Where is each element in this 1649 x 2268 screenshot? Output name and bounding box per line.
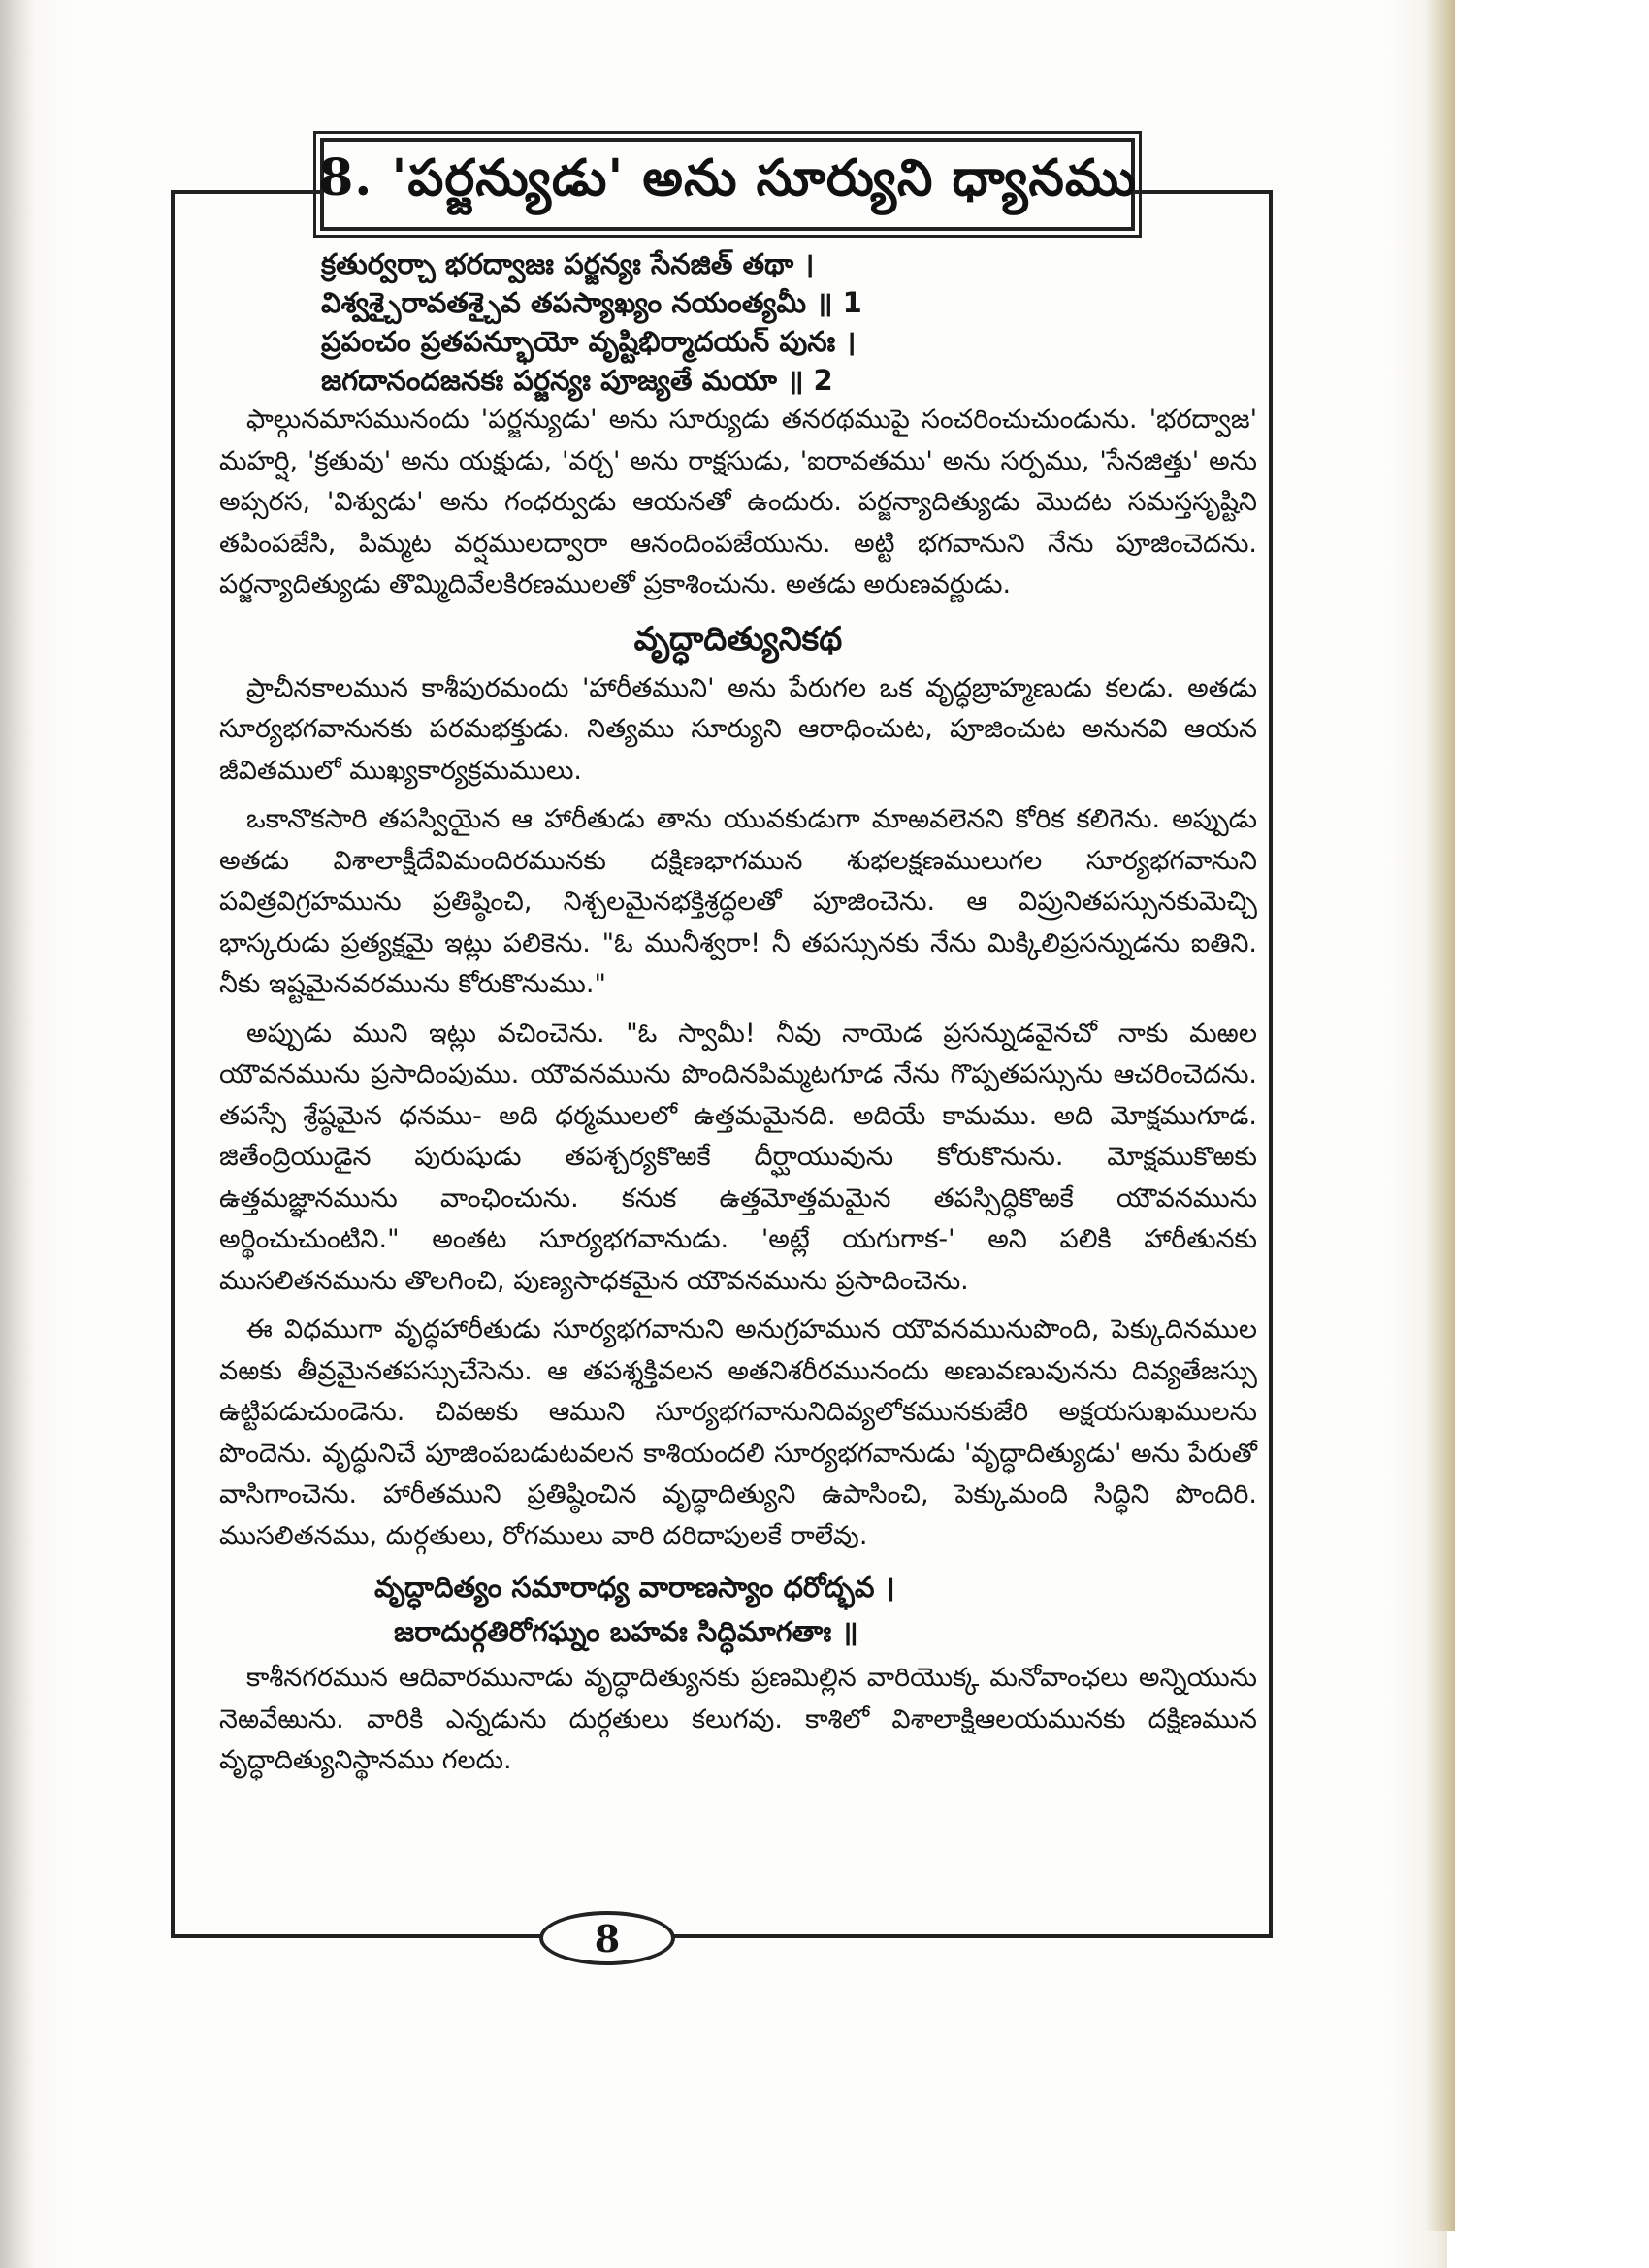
verse-line: విశ్వశ్చైరావతశ్చైవ తపస్యాఖ్యం నయంత్యమీ ॥ 1 <box>321 286 862 319</box>
paragraph-story-2: ఒకానొకసారి తపస్వియైన ఆ హారీతుడు తాను యువకుడుగా మాఱవలెనని కోరిక కలిగెను. అప్పుడు అతడు విశాలాక్షీదేవిమందిరమునకు దక్షిణభాగమున శుభలక్షణములుగల సూర్యభగవానుని పవిత్రవిగ్రహమును ప్రతిష్ఠించి, నిశ్చలమైనభక్తిశ్రద్ధలతో పూజించెను. ఆ విప్రునితపస్సునకుమెచ్చి భాస్కరుడు ప్రత్యక్షమై ఇట్లు పలికెను. "ఓ మునీశ్వరా! నీ తపస్సునకు నేను మిక్కిలిప్రసన్నుడను ఐతిని. నీకు ఇష్టమైనవరమును కోరుకొనుము." <box>219 804 1257 999</box>
page-number: 8 <box>539 1911 675 1965</box>
verse-line: జరాదుర్గతిరోగఘ్నం బహవః సిద్ధిమాగతాః ॥ <box>394 1615 858 1648</box>
paragraph-story-4: ఈ విధముగా వృద్ధహారీతుడు సూర్యభగవానుని అనుగ్రహమున యౌవనమునుపొంది, పెక్కుదినముల వఱకు తీవ్రమైనతపస్సుచేసెను. ఆ తపశ్శక్తివలన అతనిశరీరమునందు అణువణువునను దివ్యతేజస్సు ఉట్టిపడుచుండెను. చివఱకు ఆముని సూర్యభగవానునిదివ్యలోకమునకుజేరి అక్షయసుఖములను పొందెను. వృద్ధునిచే పూజింపబడుటవలన కాశియందలి సూర్యభగవానుడు 'వృద్ధాదిత్యుడు' అను పేరుతో వాసిగాంచెను. హారీతముని ప్రతిష్ఠించిన వృద్ధాదిత్యుని ఉపాసించి, పెక్కుమంది సిద్ధిని పొందిరి. ముసలితనము, దుర్గతులు, రోగములు వారి దరిదాపులకే రాలేవు. <box>219 1314 1257 1551</box>
paragraph-closing: కాశీనగరమున ఆదివారమునాడు వృద్ధాదిత్యునకు ప్రణమిల్లిన వారియొక్క మనోవాంఛలు అన్నియును నెఱవేఱును. వారికి ఎన్నడును దుర్గతులు కలుగవు. కాశిలో విశాలాక్షిఆలయమునకు దక్షిణమున వృద్ధాదిత్యునిస్థానము గలదు. <box>219 1663 1257 1775</box>
verse-block-2 <box>219 1565 1257 1654</box>
paragraph-story-1: ప్రాచీనకాలమున కాశీపురమందు 'హారీతముని' అను పేరుగల ఒక వృద్ధబ్రాహ్మణుడు కలడు. అతడు సూర్యభగవానునకు పరమభక్తుడు. నిత్యము సూర్యుని ఆరాధించుట, పూజించుట అనునవి ఆయన జీవితములో ముఖ్యకార్యక్రమములు. <box>219 672 1257 786</box>
page-title: 8. 'పర్జన్యుడు' అను సూర్యుని ధ్యానము <box>318 148 1137 208</box>
verse-line: ప్రపంచం ప్రతపన్భూయో వృష్టిభిర్మాదయన్ పునః । <box>321 325 857 358</box>
verse-line: వృద్ధాదిత్యం సమారాధ్య వారాణస్యాం ధరోద్భవ । <box>374 1571 895 1604</box>
title-box <box>320 138 1135 231</box>
verse-line: జగదానందజనకః పర్జన్యః పూజ్యతే మయా ॥ 2 <box>321 364 833 397</box>
section-heading: వృద్ధాదిత్యునికథ <box>633 619 843 659</box>
page-content <box>219 244 1257 1790</box>
verse-block-1 <box>219 244 1257 400</box>
verse-line: క్రతుర్వర్చా భరద్వాజః పర్జన్యః సేనజిత్ తథా । <box>321 247 815 280</box>
paragraph-intro: ఫాల్గునమాసమునందు 'పర్జన్యుడు' అను సూర్యుడు తనరథముపై సంచరించుచుండును. 'భరద్వాజ' మహర్షి, 'క్రతువు' అను యక్షుడు, 'వర్చ' అను రాక్షసుడు, 'ఐరావతము' అను సర్పము, 'సేనజిత్తు' అను అప్సరస, 'విశ్వుడు' అను గంధర్వుడు ఆయనతో ఉందురు. పర్జన్యాదిత్యుడు మొదట సమస్తసృష్టిని తపింపజేసి, పిమ్మట వర్షములద్వారా ఆనందింపజేయును. అట్టి భగవానుని నేను పూజించెదను. పర్జన్యాదిత్యుడు తొమ్మిదివేలకిరణములతో ప్రకాశించును. అతడు అరుణవర్ణుడు. <box>219 405 1257 599</box>
sheet-page-stack-edge <box>1426 0 1455 2231</box>
page-number-area <box>0 1911 1447 1969</box>
paragraph-story-3: అప్పుడు ముని ఇట్లు వచించెను. "ఓ స్వామీ! నీవు నాయెడ ప్రసన్నుడవైనచో నాకు మఱల యౌవనమును ప్రసాదింపుము. యౌవనమును పొందినపిమ్మటగూడ నేను గొప్పతపస్సును ఆచరించెదను. తపస్సే శ్రేష్ఠమైన ధనము- అది ధర్మములలో ఉత్తమమైనది. అదియే కామము. అది మోక్షముగూడ. జితేంద్రియుడైన పురుషుడు తపశ్చర్యకొఱకే దీర్ఘాయువును కోరుకొనును. మోక్షముకొఱకు ఉత్తమజ్ఞానమును వాంఛించును. కనుక ఉత్తమోత్తమమైన తపస్సిద్ధికొఱకే యౌవనమును అర్థించుచుంటిని." అంతట సూర్యభగవానుడు. 'అట్లే యగుగాక-' అని పలికి హారీతునకు ముసలితనమును తొలగించి, పుణ్యసాధకమైన యౌవనమును ప్రసాదించెను. <box>219 1018 1257 1296</box>
